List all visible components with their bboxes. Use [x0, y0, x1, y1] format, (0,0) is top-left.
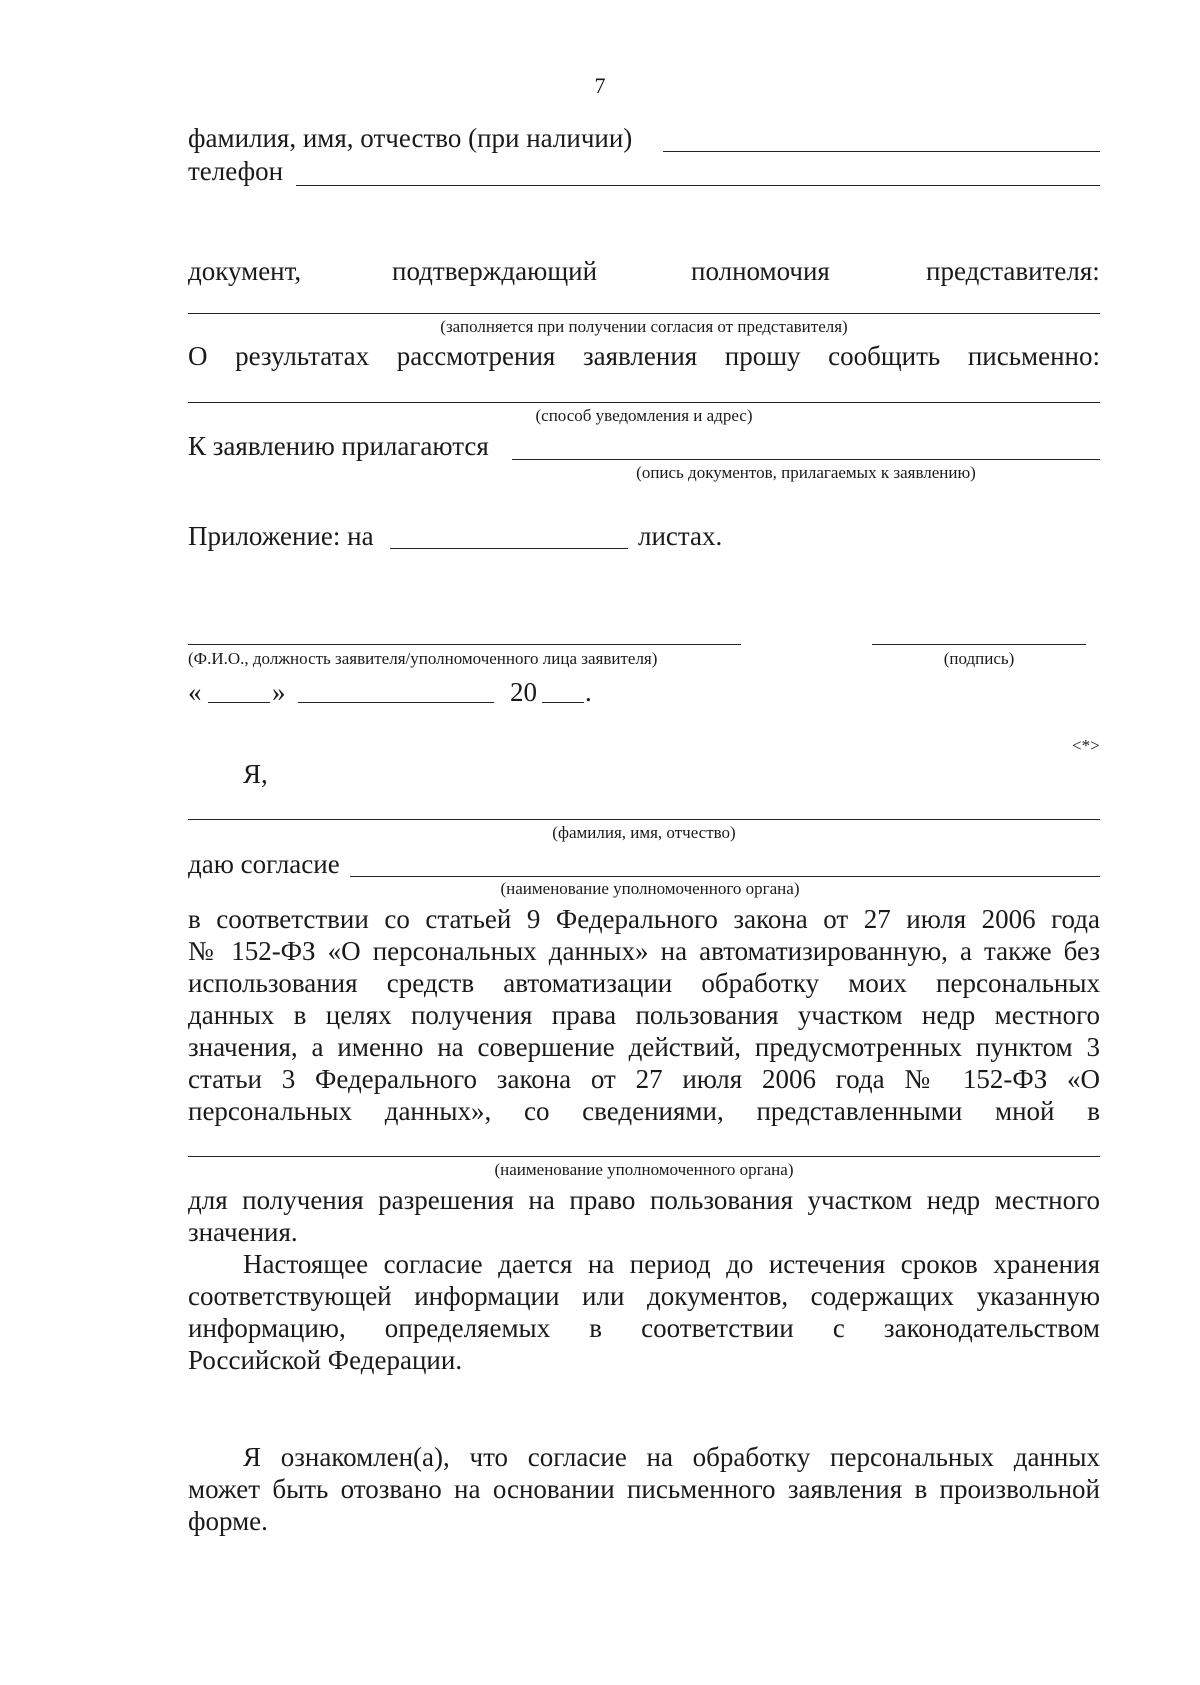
fio-label: фамилия, имя, отчество (при наличии) [188, 123, 633, 153]
consent-fio-blank-line[interactable] [188, 819, 1100, 820]
consent-organ2-caption: (наименование уполномоченного органа) [494, 1160, 794, 1179]
consent-para2-line-2: значения. [188, 1217, 298, 1247]
page-number: 7 [594, 73, 606, 98]
attached-blank-line[interactable] [512, 459, 1100, 460]
consent-para1-line-7: персональных данных», со сведениями, представленными мной в [188, 1096, 1100, 1126]
consent-para3-line-4: Российской Федерации. [188, 1345, 463, 1375]
consent-para1-line-1: в соответствии со статьей 9 Федерального закона от 27 июля 2006 года [188, 904, 1100, 934]
consent-para3-line-3: информацию, определяемых в соответствии с законодательством [188, 1313, 1100, 1343]
consent-para3-line-2: соответствующей информации или документов, содержащих указанную [188, 1281, 1100, 1311]
result-request-line: О результатах рассмотрения заявления прошу сообщить письменно: [188, 341, 1100, 371]
consent-organ-caption: (наименование уполномоченного органа) [500, 879, 800, 898]
signer-name-blank-line[interactable] [188, 644, 741, 645]
doc-rep-caption: (заполняется при получении согласия от представителя) [440, 317, 848, 336]
date-year-prefix: 20 [510, 677, 537, 707]
signature-blank-line[interactable] [872, 644, 1086, 645]
doc-rep-word-1: документ, [188, 256, 302, 286]
result-caption: (способ уведомления и адрес) [535, 406, 753, 425]
date-open-quote: « [188, 677, 202, 707]
attached-caption: (опись документов, прилагаемых к заявлению) [636, 463, 976, 482]
doc-rep-blank-line[interactable] [188, 313, 1100, 314]
appendix-sheets-blank[interactable] [390, 548, 628, 549]
consent-para4-line-3: форме. [188, 1506, 268, 1536]
appendix-suffix: листах. [638, 521, 723, 551]
result-blank-line[interactable] [188, 402, 1100, 403]
consent-para1-line-4: данных в целях получения права пользования участком недр местного [188, 1000, 1100, 1030]
doc-rep-word-2: подтверждающий [392, 256, 598, 286]
consent-para3-line-1: Настоящее согласие дается на период до истечения сроков хранения [243, 1249, 1100, 1279]
doc-rep-word-3: полномочия [691, 256, 830, 286]
date-close-quote: » [272, 677, 286, 707]
give-consent-label: даю согласие [188, 849, 340, 879]
signature-caption: (подпись) [943, 649, 1015, 668]
phone-label: телефон [188, 156, 284, 186]
consent-organ2-blank-line[interactable] [188, 1156, 1100, 1157]
consent-para2-line-1: для получения разрешения на право пользования участком недр местного [188, 1185, 1100, 1215]
signer-name-caption: (Ф.И.О., должность заявителя/уполномоченного лица заявителя) [188, 649, 658, 668]
date-year-blank[interactable] [542, 702, 584, 703]
doc-rep-word-4: представителя: [926, 256, 1100, 286]
asterisk-note: <*> [1072, 736, 1100, 755]
attached-label: К заявлению прилагаются [188, 431, 489, 461]
consent-fio-caption: (фамилия, имя, отчество) [552, 823, 736, 842]
consent-organ-blank-line[interactable] [350, 876, 1100, 877]
date-month-blank[interactable] [298, 702, 494, 703]
consent-para1-line-3: использования средств автоматизации обработку моих персональных [188, 968, 1100, 998]
date-day-blank[interactable] [208, 702, 270, 703]
consent-para1-line-5: значения, а именно на совершение действий, предусмотренных пунктом 3 [188, 1032, 1100, 1062]
phone-blank-line[interactable] [296, 185, 1100, 186]
consent-para4-line-1: Я ознакомлен(а), что согласие на обработку персональных данных [243, 1442, 1100, 1472]
fio-blank-line[interactable] [663, 151, 1100, 152]
consent-para1-line-2: № 152-ФЗ «О персональных данных» на автоматизированную, а также без [188, 936, 1100, 966]
consent-para4-line-2: может быть отозвано на основании письменного заявления в произвольной [188, 1474, 1100, 1504]
date-end: . [585, 677, 592, 707]
appendix-prefix: Приложение: на [188, 521, 374, 551]
consent-para1-line-6: статьи 3 Федерального закона от 27 июля 2006 года № 152-ФЗ «О [188, 1064, 1100, 1094]
consent-i-label: Я, [243, 759, 268, 789]
